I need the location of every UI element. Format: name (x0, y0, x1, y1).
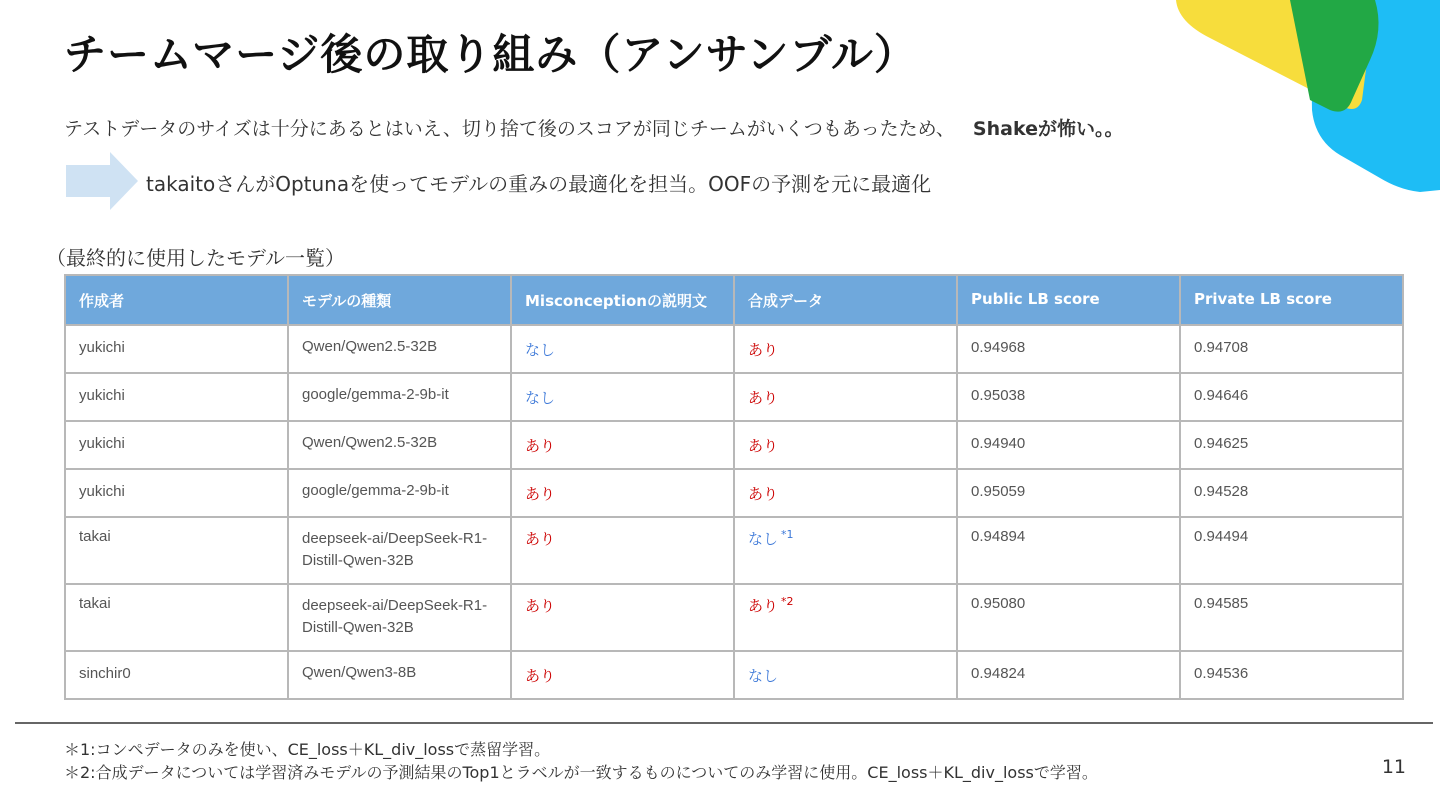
cell-author: takai (65, 517, 288, 584)
cell-synthetic (734, 373, 957, 421)
cell-model: google/gemma-2-9b-it (288, 469, 511, 517)
flag-text: あり (525, 597, 556, 615)
cell-private-score: 0.94708 (1180, 325, 1403, 373)
header-synthetic: 合成データ (734, 275, 957, 325)
cell-author: yukichi (65, 469, 288, 517)
header-model: モデルの種類 (288, 275, 511, 325)
cell-public-score: 0.94940 (957, 421, 1180, 469)
cell-misconception (511, 373, 734, 421)
cell-author: yukichi (65, 421, 288, 469)
table-row (65, 517, 1403, 584)
model-table (64, 274, 1404, 700)
flag-text: あり (748, 597, 779, 615)
cell-private-score: 0.94528 (1180, 469, 1403, 517)
cell-private-score: 0.94536 (1180, 651, 1403, 699)
table-row (65, 373, 1403, 421)
table-row (65, 651, 1403, 699)
corner-decoration (1170, 0, 1440, 200)
table-row (65, 325, 1403, 373)
cell-misconception (511, 421, 734, 469)
lead-body: テストデータのサイズは十分にあるとはいえ、切り捨て後のスコアが同じチームがいくつもあったため、 (64, 118, 955, 140)
cell-author: takai (65, 584, 288, 651)
cell-public-score: 0.94824 (957, 651, 1180, 699)
cell-author: sinchir0 (65, 651, 288, 699)
flag-text: あり (525, 667, 556, 685)
header-private-score: Private LB score (1180, 275, 1403, 325)
flag-text: あり (525, 530, 556, 548)
cell-public-score: 0.94894 (957, 517, 1180, 584)
cell-model: deepseek-ai/DeepSeek-R1-Distill-Qwen-32B (288, 517, 511, 584)
cell-public-score: 0.94968 (957, 325, 1180, 373)
cell-misconception (511, 517, 734, 584)
cell-model: google/gemma-2-9b-it (288, 373, 511, 421)
flag-text: あり (525, 437, 556, 455)
lead-text (64, 114, 1123, 141)
table-caption: （最終的に使用したモデル一覧） (46, 246, 345, 270)
footnote-marker: *1 (781, 528, 794, 541)
table-header-row (65, 275, 1403, 325)
table-row (65, 421, 1403, 469)
cell-public-score: 0.95038 (957, 373, 1180, 421)
cell-author: yukichi (65, 325, 288, 373)
cell-private-score: 0.94585 (1180, 584, 1403, 651)
cell-model: deepseek-ai/DeepSeek-R1-Distill-Qwen-32B (288, 584, 511, 651)
lead-emphasis: Shakeが怖い。。 (972, 118, 1124, 140)
page-number: 11 (1381, 756, 1406, 778)
header-misconception: Misconceptionの説明文 (511, 275, 734, 325)
cell-synthetic (734, 651, 957, 699)
arrow-text: takaitoさんがOptunaを使ってモデルの重みの最適化を担当。OOFの予測を元に最適化 (146, 172, 932, 196)
cell-synthetic (734, 584, 957, 651)
cell-misconception (511, 469, 734, 517)
flag-text: あり (748, 341, 779, 359)
header-author: 作成者 (65, 275, 288, 325)
cell-misconception (511, 584, 734, 651)
cell-synthetic (734, 469, 957, 517)
cell-public-score: 0.95059 (957, 469, 1180, 517)
cell-author: yukichi (65, 373, 288, 421)
flag-text: なし (748, 667, 779, 685)
cell-private-score: 0.94646 (1180, 373, 1403, 421)
footnotes (64, 738, 1098, 784)
cell-misconception (511, 325, 734, 373)
flag-text: あり (525, 485, 556, 503)
cell-synthetic (734, 517, 957, 584)
cell-synthetic (734, 421, 957, 469)
divider (15, 722, 1433, 724)
cell-synthetic (734, 325, 957, 373)
header-public-score: Public LB score (957, 275, 1180, 325)
slide-title: チームマージ後の取り組み（アンサンブル） (64, 30, 917, 79)
cell-private-score: 0.94494 (1180, 517, 1403, 584)
flag-text: なし (525, 389, 556, 407)
right-arrow-icon (66, 152, 140, 210)
flag-text: なし (748, 530, 779, 548)
cell-model: Qwen/Qwen2.5-32B (288, 325, 511, 373)
cell-public-score: 0.95080 (957, 584, 1180, 651)
footnote-2: ＊2:合成データについては学習済みモデルの予測結果のTop1とラベルが一致するものについてのみ学習に使用。CE_loss＋KL_div_lossで学習。 (64, 763, 1098, 782)
flag-text: あり (748, 485, 779, 503)
footnote-marker: *2 (781, 595, 794, 608)
footnote-1: ＊1:コンペデータのみを使い、CE_loss＋KL_div_lossで蒸留学習。 (64, 740, 551, 759)
flag-text: あり (748, 437, 779, 455)
cell-misconception (511, 651, 734, 699)
cell-model: Qwen/Qwen3-8B (288, 651, 511, 699)
table-row (65, 469, 1403, 517)
cell-private-score: 0.94625 (1180, 421, 1403, 469)
table-row (65, 584, 1403, 651)
flag-text: なし (525, 341, 556, 359)
flag-text: あり (748, 389, 779, 407)
cell-model: Qwen/Qwen2.5-32B (288, 421, 511, 469)
